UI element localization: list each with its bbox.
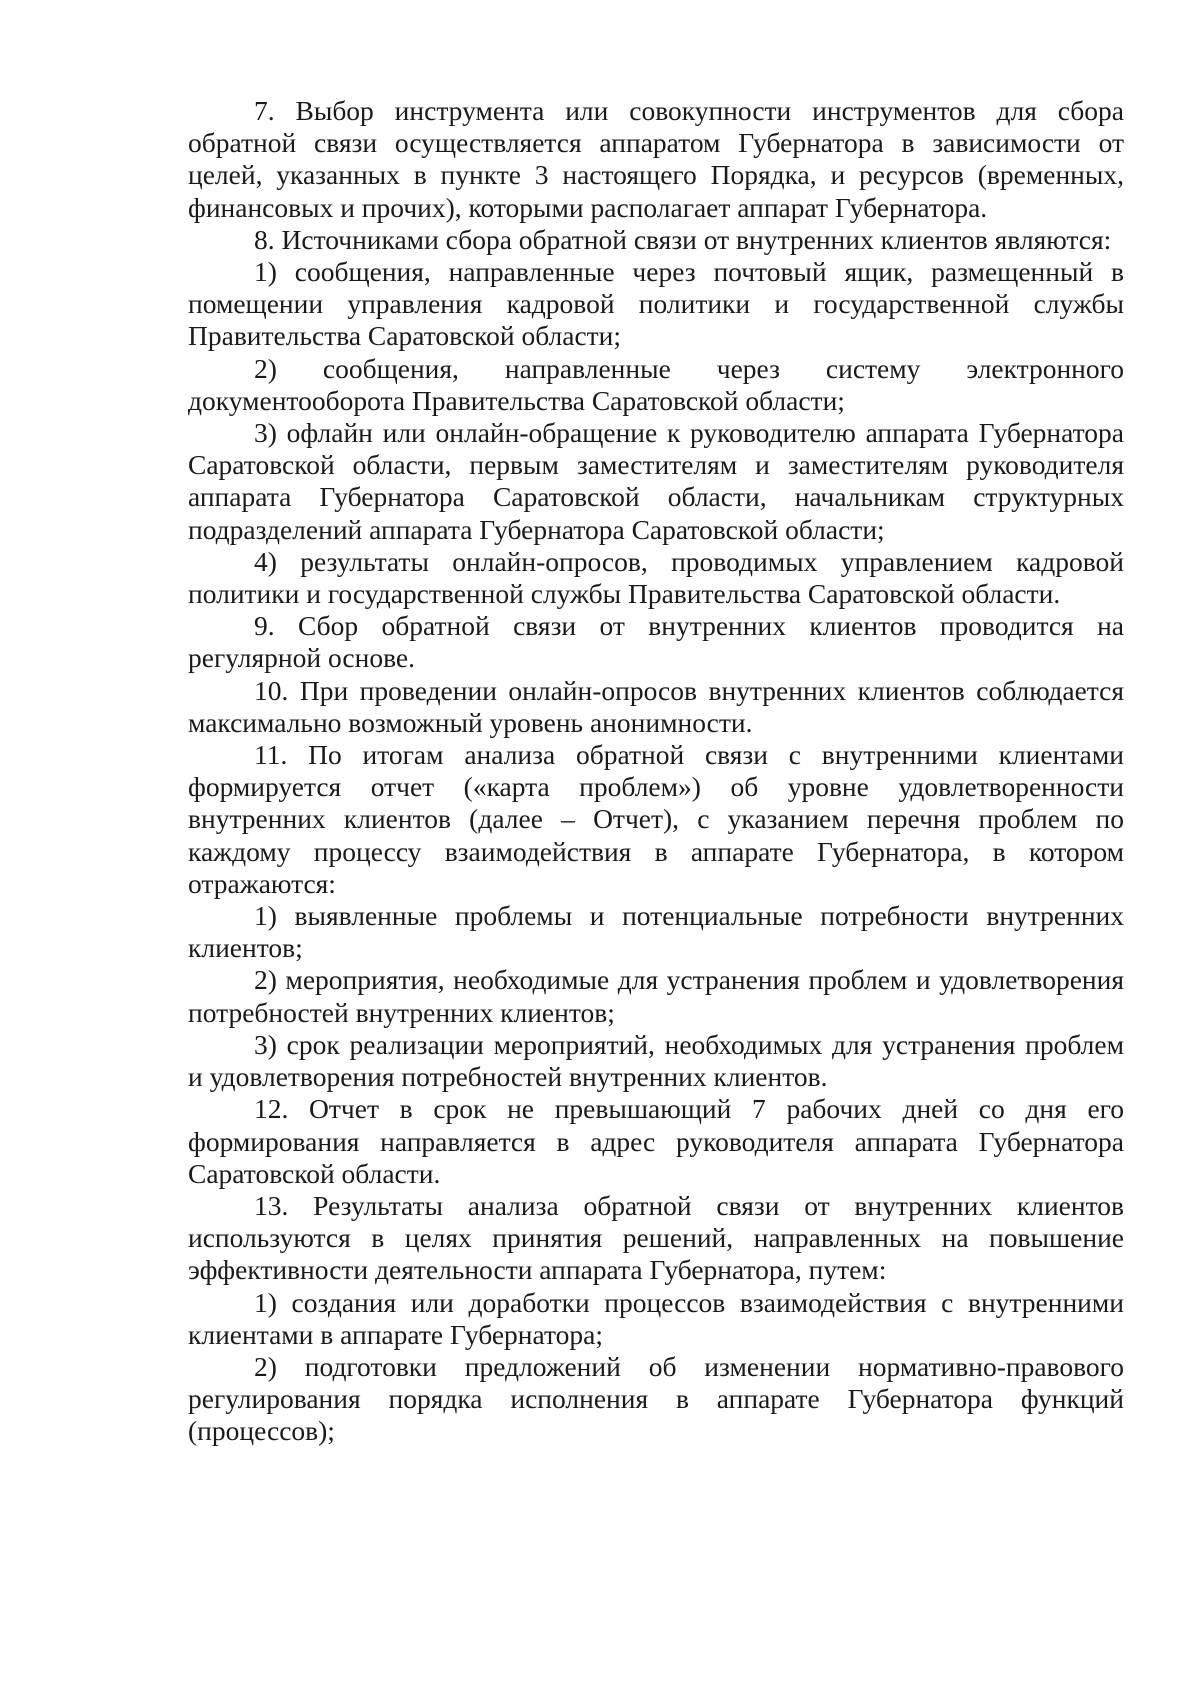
paragraph-13: 13. Результаты анализа обратной связи от внутренних клиентов используются в целях принятия решений, направленных на повышение эффективности деятельности аппарата Губернатора, путем: <box>188 1189 1124 1286</box>
paragraph-12: 12. Отчет в срок не превышающий 7 рабочих дней со дня его формирования направляется в адрес руководителя аппарата Губернатора Саратовской области. <box>188 1093 1124 1189</box>
paragraph-13-item-1: 1) создания или доработки процессов взаимодействия с внутренними клиентами в аппарате Губернатора; <box>188 1286 1124 1350</box>
paragraph-8-item-1: 1) сообщения, направленные через почтовый ящик, размещенный в помещении управления кадровой политики и государственной службы Правительства Саратовской области; <box>188 256 1124 352</box>
paragraph-11-item-2: 2) мероприятия, необходимые для устранения проблем и удовлетворения потребностей внутренних клиентов; <box>188 964 1124 1028</box>
paragraph-8-item-4: 4) результаты онлайн-опросов, проводимых управлением кадровой политики и государственной службы Правительства Саратовской области. <box>188 545 1124 610</box>
paragraph-13-item-2: 2) подготовки предложений об изменении нормативно-правового регулирования порядка исполнения в аппарате Губернатора функций (процессов); <box>188 1350 1124 1447</box>
paragraph-11: 11. По итогам анализа обратной связи с внутренними клиентами формируется отчет («карта проблем») об уровне удовлетворенности внутренних клиентов (далее – Отчет), с указанием перечня проблем по каждому процессу взаимодействия в аппарате Губернатора, в котором отражаются: <box>188 739 1124 899</box>
paragraph-8: 8. Источниками сбора обратной связи от внутренних клиентов являются: <box>254 223 1112 255</box>
paragraph-11-item-1: 1) выявленные проблемы и потенциальные потребности внутренних клиентов; <box>188 900 1124 964</box>
paragraph-11-item-3: 3) срок реализации мероприятий, необходимых для устранения проблем и удовлетворения потребностей внутренних клиентов. <box>188 1028 1124 1093</box>
paragraph-8-item-2: 2) сообщения, направленные через систему электронного документооборота Правительства Саратовской области; <box>188 352 1124 416</box>
document-body <box>188 95 1124 1448</box>
paragraph-10: 10. При проведении онлайн-опросов внутренних клиентов соблюдается максимально возможный уровень анонимности. <box>188 674 1124 738</box>
paragraph-9: 9. Сбор обратной связи от внутренних клиентов проводится на регулярной основе. <box>188 610 1124 674</box>
paragraph-7: 7. Выбор инструмента или совокупности инструментов для сбора обратной связи осуществляется аппаратом Губернатора в зависимости от целей, указанных в пункте 3 настоящего Порядка, и ресурсов (временных, финансовых и прочих), которыми располагает аппарат Губернатора. <box>188 95 1124 223</box>
paragraph-8-item-3: 3) офлайн или онлайн-обращение к руководителю аппарата Губернатора Саратовской области, первым заместителям и заместителям руководителя аппарата Губернатора Саратовской области, начальникам структурных подразделений аппарата Губернатора Саратовской области; <box>188 417 1124 545</box>
